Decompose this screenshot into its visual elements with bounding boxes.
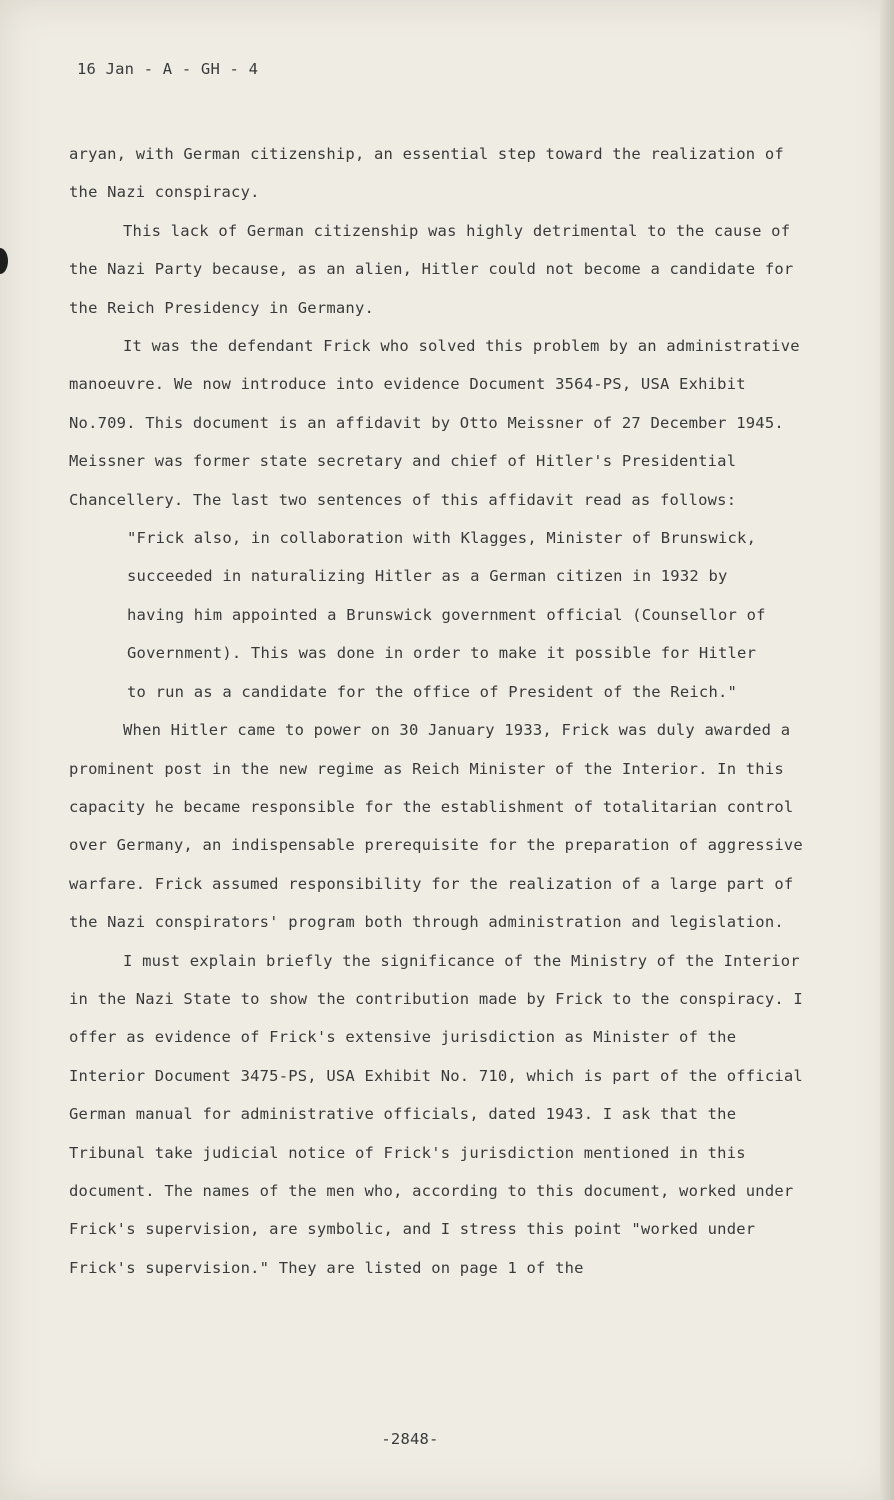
page-edge <box>880 0 894 1500</box>
paragraph-citizenship: This lack of German citizenship was highly detrimental to the cause of the Nazi Party because, as an alien, Hitler could not become a candidate for the Reich Presidency in Germany. <box>69 221 794 317</box>
page-number: -2848- <box>381 1430 439 1448</box>
paragraph-reich-minister: When Hitler came to power on 30 January 1933, Frick was duly awarded a prominent post in the new regime as Reich Minister of the Interior. In this capacity he became responsible for the establishment of totalitarian control over Germany, an indispensable prerequisite for the preparation of aggressive warfare. Frick assumed responsibility for the realization of a large part of the Nazi conspirators' program both through administration and legislation. <box>69 721 803 932</box>
paragraph-ministry-interior: I must explain briefly the significance of the Ministry of the Interior in the Nazi State to show the contribution made by Frick to the conspiracy. I offer as evidence of Frick's extensive jurisdiction as Minister of the Interior Document 3475-PS, USA Exhibit No. 710, which is part of the official German manual for administrative officials, dated 1943. I ask that the Tribunal take judicial notice of Frick's jurisdiction mentioned in this document. The names of the men who, according to this document, worked under Frick's supervision, are symbolic, and I stress this point "worked under Frick's supervision." They are listed on page 1 of the <box>69 951 803 1277</box>
document-body <box>69 135 814 1287</box>
punch-hole <box>0 248 8 274</box>
page-header-ref: 16 Jan - A - GH - 4 <box>77 60 259 78</box>
paragraph-frick-manoeuvre: It was the defendant Frick who solved this problem by an administrative manoeuvre. We now introduce into evidence Document 3564-PS, USA Exhibit No.709. This document is an affidavit by Otto Meissner of 27 December 1945. Meissner was former state secretary and chief of Hitler's Presidential Chancellery. The last two sentences of this affidavit read as follows: <box>69 337 800 509</box>
paragraph-continuation: aryan, with German citizenship, an essential step toward the realization of the Nazi conspiracy. <box>69 145 784 202</box>
affidavit-quote: "Frick also, in collaboration with Klagges, Minister of Brunswick, succeeded in naturalizing Hitler as a German citizen in 1932 by having him appointed a Brunswick government official (Counsellor of Government). This was done in order to make it possible for Hitler to run as a candidate for the office of President of the Reich." <box>127 529 766 701</box>
